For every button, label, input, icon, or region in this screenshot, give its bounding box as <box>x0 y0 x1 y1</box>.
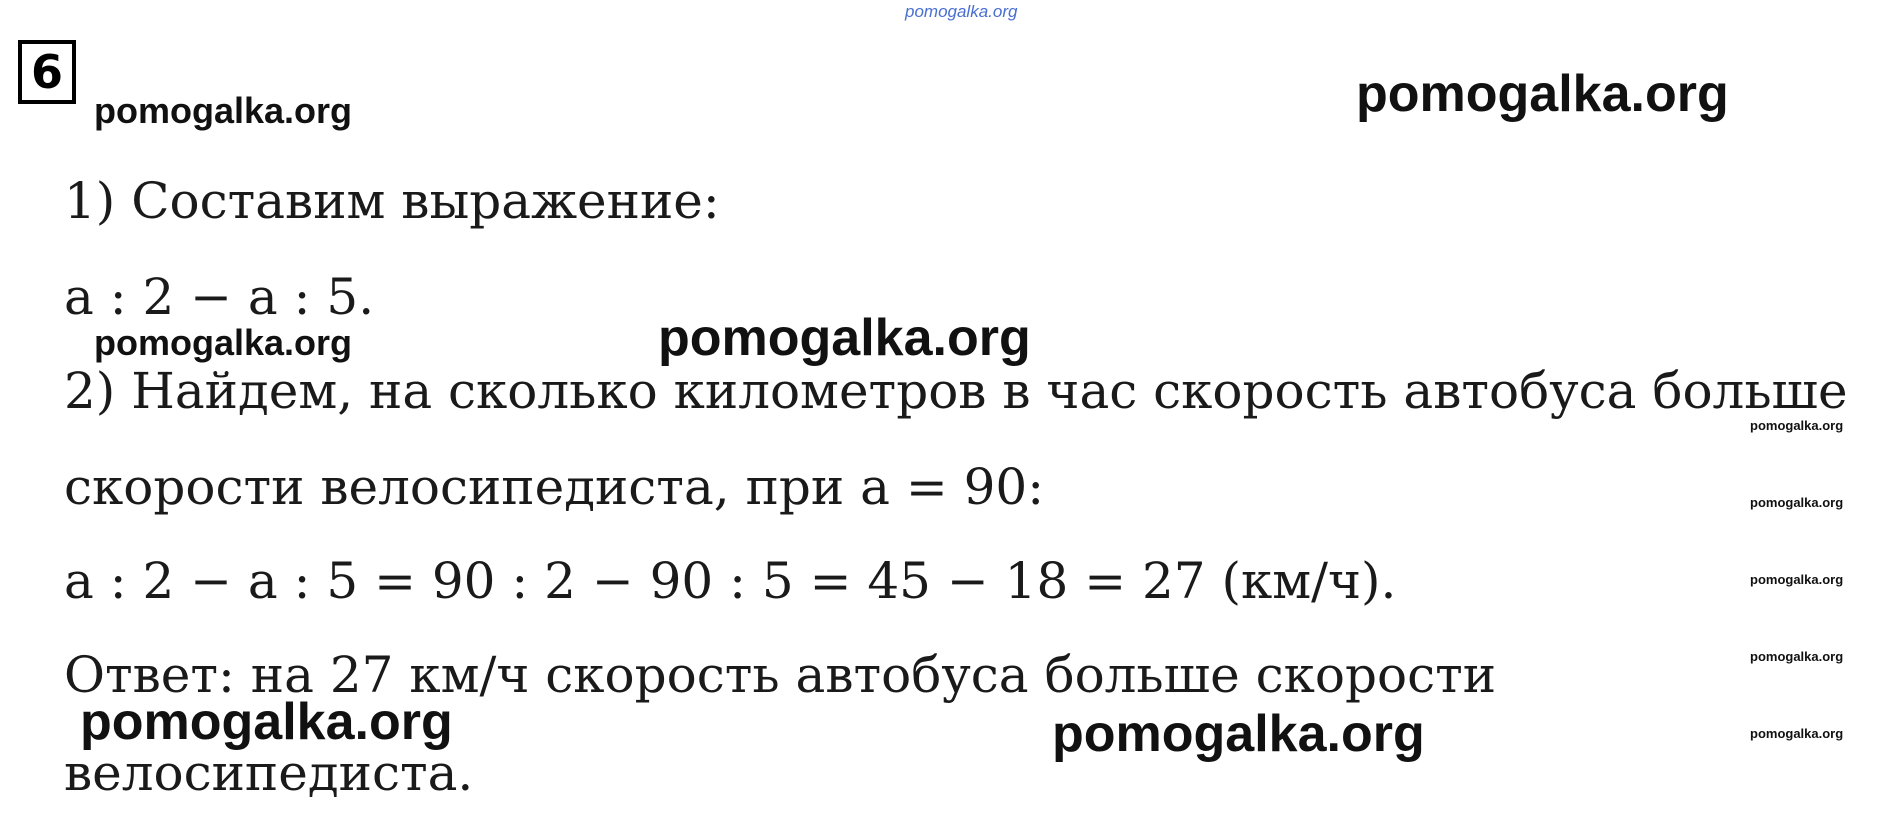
watermark: pomogalka.org <box>80 693 453 751</box>
watermark: pomogalka.org <box>1750 572 1844 587</box>
watermark: pomogalka.org <box>94 322 353 363</box>
calculation: a : 2 − a : 5 = 90 : 2 − 90 : 5 = 45 − 18 = 27 (км/ч). <box>64 552 1397 610</box>
watermark: pomogalka.org <box>1052 705 1425 763</box>
answer-line-1: Ответ: на 27 км/ч скорость автобуса больше скорости <box>64 646 1497 704</box>
watermark-top: pomogalka.org <box>905 2 1018 21</box>
watermark: pomogalka.org <box>1750 726 1844 741</box>
watermark: pomogalka.org <box>1750 418 1844 433</box>
step-2-line-1: 2) Найдем, на сколько километров в час скорость автобуса больше <box>64 362 1848 420</box>
watermark: pomogalka.org <box>94 90 353 131</box>
watermark: pomogalka.org <box>1356 65 1729 123</box>
step-2-line-2: скорости велосипедиста, при a = 90: <box>64 458 1045 516</box>
answer-line-2: велосипедиста. <box>64 744 474 802</box>
watermark: pomogalka.org <box>658 309 1031 367</box>
expression: a : 2 − a : 5. <box>64 268 375 326</box>
watermark: pomogalka.org <box>1750 495 1844 510</box>
watermark: pomogalka.org <box>1750 649 1844 664</box>
problem-number: 6 <box>18 40 76 104</box>
step-1-heading: 1) Составим выражение: <box>64 172 720 230</box>
